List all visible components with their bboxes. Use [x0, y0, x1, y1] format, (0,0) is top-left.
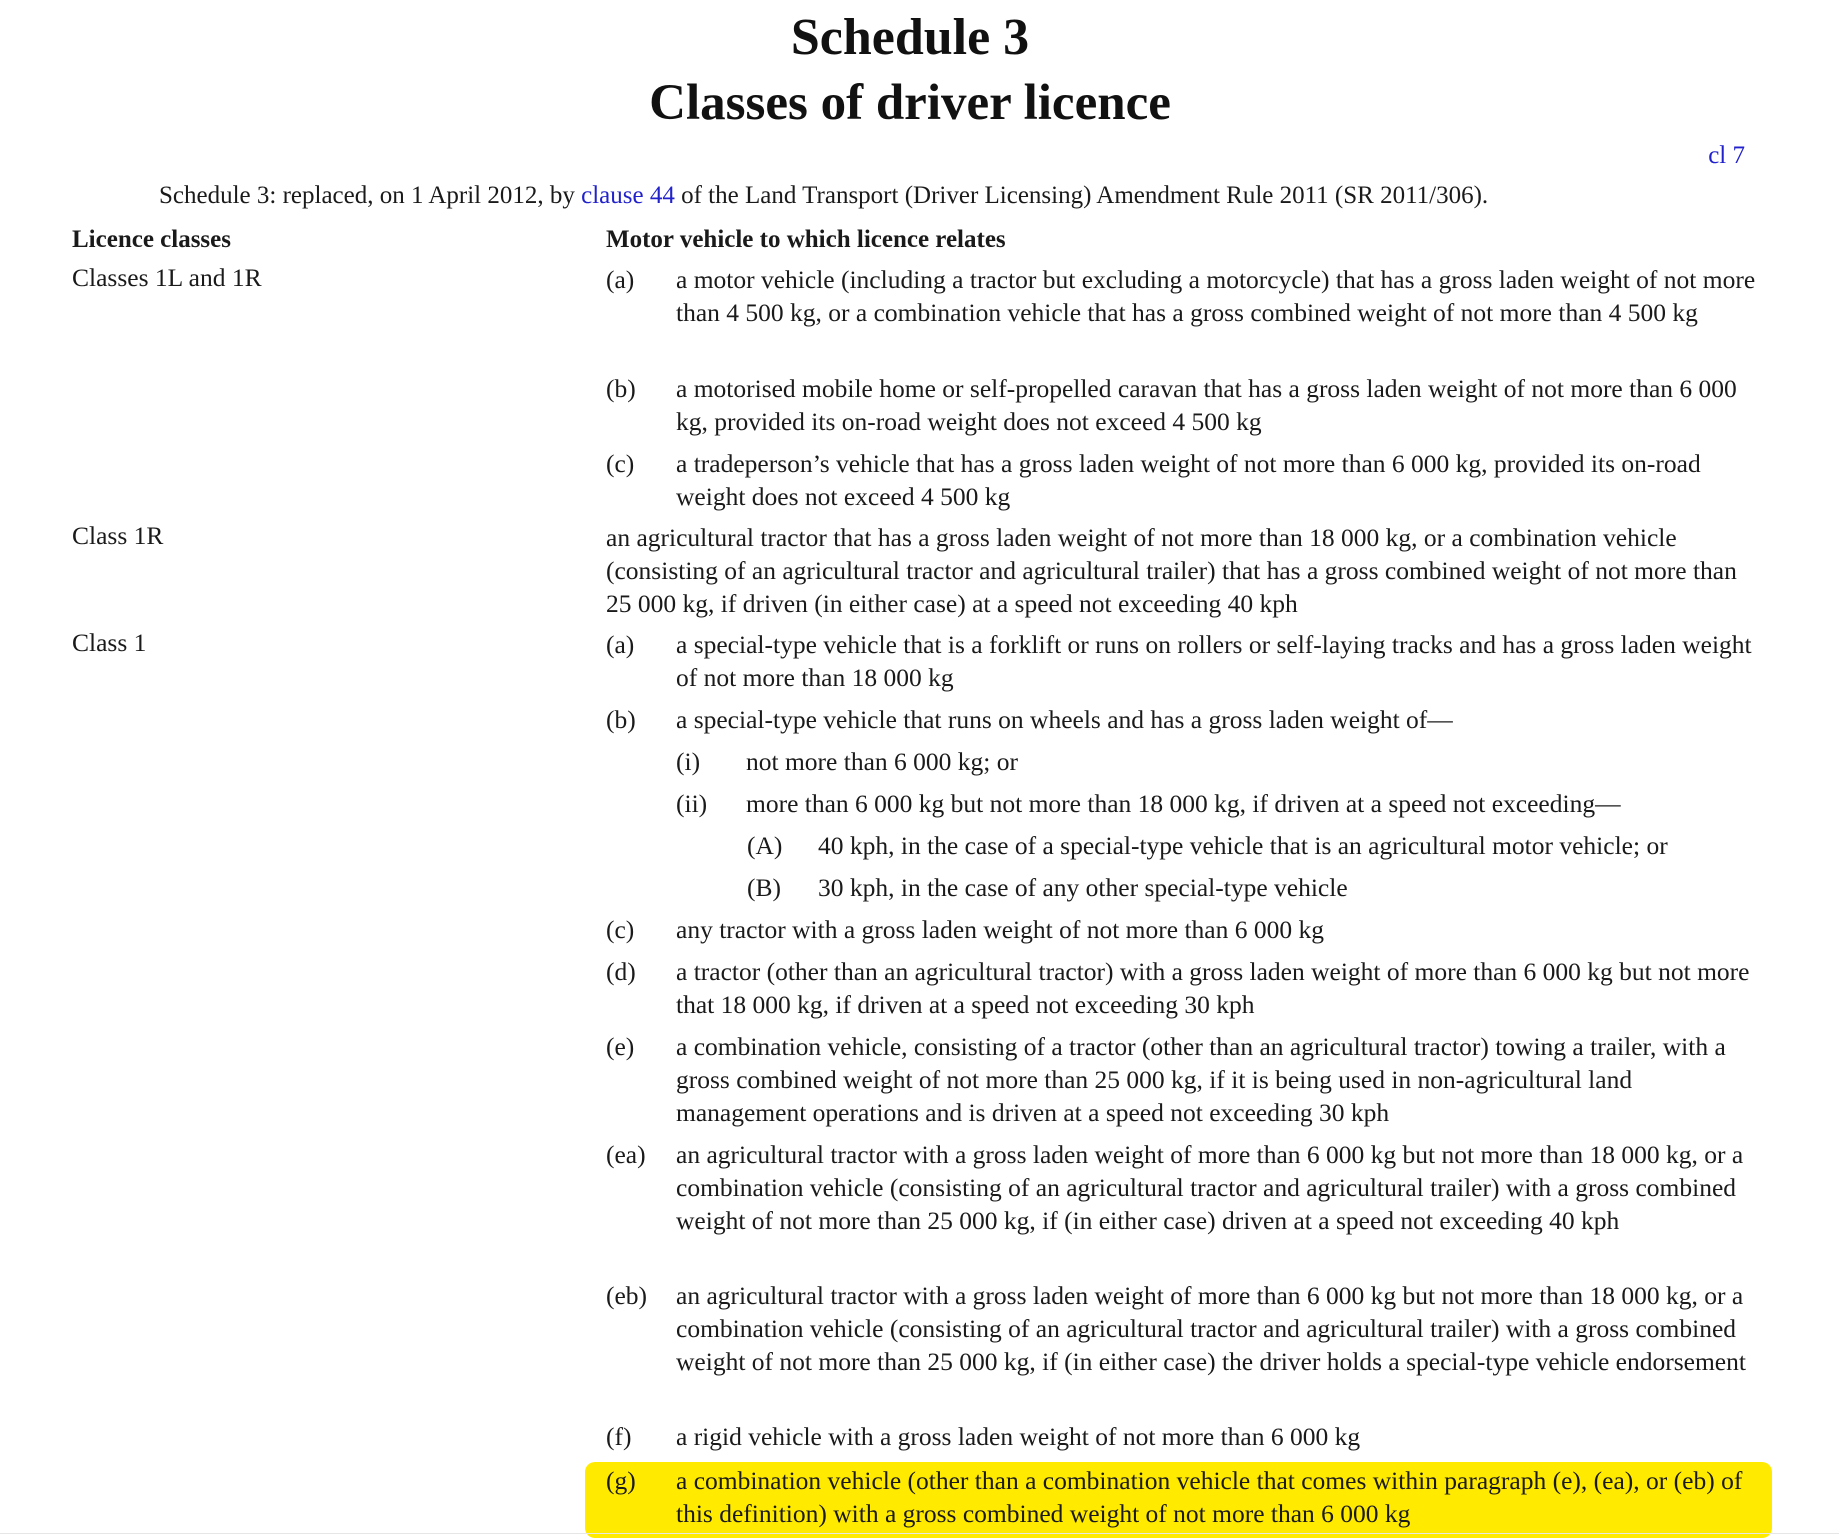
history-note [159, 182, 1488, 210]
item-text: a special-type vehicle that is a forklift or runs on rollers or self-laying tracks and has a gross laden weight of not more than 18 000 kg [676, 630, 1752, 692]
item-label: (g) [606, 1466, 636, 1495]
item-label: (i) [676, 747, 701, 776]
item-label: (c) [606, 915, 635, 944]
list-item [606, 447, 1756, 513]
clause-link[interactable]: clause 44 [581, 182, 675, 209]
class-label-1: Class 1 [72, 628, 147, 657]
item-label: (c) [606, 449, 635, 478]
item-label: (b) [606, 705, 636, 734]
list-item [606, 372, 1756, 438]
cross-reference-link[interactable]: cl 7 [1708, 142, 1745, 169]
item-text: a motor vehicle (including a tractor but excluding a motorcycle) that has a gross laden weight of not more than 4 500 kg, or a combination vehicle that has a gross combined weight of not more than 4 500 kg [676, 265, 1756, 327]
list-item [606, 1138, 1756, 1237]
item-text: more than 6 000 kg but not more than 18 000 kg, if driven at a speed not exceeding— [746, 789, 1621, 818]
item-text: a rigid vehicle with a gross laden weight of not more than 6 000 kg [676, 1422, 1361, 1451]
item-text: a combination vehicle (other than a combination vehicle that comes within paragraph (e), (ea), or (eb) of this definition) with a gross combined weight of not more than 6 000 kg [676, 1466, 1743, 1528]
bottom-divider [0, 1533, 1839, 1534]
list-item [606, 263, 1756, 329]
list-item [676, 745, 1756, 778]
list-item [606, 1279, 1756, 1378]
item-text: 30 kph, in the case of any other special-type vehicle [818, 873, 1348, 902]
item-label: (e) [606, 1032, 635, 1061]
item-label: (a) [606, 630, 635, 659]
history-note-after: of the Land Transport (Driver Licensing) Amendment Rule 2011 (SR 2011/306). [674, 182, 1489, 209]
item-label: (B) [747, 873, 781, 902]
item-text: not more than 6 000 kg; or [746, 747, 1018, 776]
list-item [606, 955, 1756, 1021]
item-label: (ea) [606, 1140, 646, 1169]
class-label-1r: Class 1R [72, 521, 164, 550]
class-label-1l-1r: Classes 1L and 1R [72, 263, 262, 292]
list-item [747, 829, 1756, 862]
class-1r-text: an agricultural tractor that has a gross laden weight of not more than 18 000 kg, or a combination vehicle (consisting of an agricultural tractor and agricultural trailer) that has a gross combined weight of not more than 25 000 kg, if driven (in either case) at a speed not exceeding 40 kph [606, 523, 1737, 618]
list-item [606, 1030, 1756, 1129]
schedule-subtitle: Classes of driver licence [649, 75, 1171, 131]
item-label: (eb) [606, 1281, 648, 1310]
column-header-licence-classes: Licence classes [72, 226, 231, 253]
item-text: an agricultural tractor with a gross laden weight of more than 6 000 kg but not more than 18 000 kg, or a combination vehicle (consisting of an agricultural tractor and agricultural trailer) with a gross combined weight of not more than 25 000 kg, if (in either case) driven at a speed not exceeding 40 kph [676, 1140, 1744, 1235]
item-label: (f) [606, 1422, 632, 1451]
list-item [606, 628, 1756, 694]
list-item [606, 1420, 1756, 1453]
list-item [676, 787, 1756, 820]
item-label: (b) [606, 374, 636, 403]
list-item-highlighted [606, 1464, 1756, 1530]
item-text: a tractor (other than an agricultural tractor) with a gross laden weight of more than 6 000 kg but not more that 18 000 kg, if driven at a speed not exceeding 30 kph [676, 957, 1750, 1019]
history-note-before: Schedule 3: replaced, on 1 April 2012, by [159, 182, 582, 209]
schedule-title: Schedule 3 [790, 9, 1030, 66]
item-text: a special-type vehicle that runs on wheels and has a gross laden weight of— [676, 705, 1453, 734]
item-text: a combination vehicle, consisting of a tractor (other than an agricultural tractor) towing a trailer, with a gross combined weight of not more than 25 000 kg, if it is being used in non-agricultural land management operations and is driven at a speed not exceeding 30 kph [676, 1032, 1726, 1127]
column-header-motor-vehicle: Motor vehicle to which licence relates [606, 226, 1006, 253]
list-item [747, 871, 1756, 904]
item-text: an agricultural tractor with a gross laden weight of more than 6 000 kg but not more than 18 000 kg, or a combination vehicle (consisting of an agricultural tractor and agricultural trailer) with a gross combined weight of not more than 25 000 kg, if (in either case) the driver holds a special-type vehicle endorsement [676, 1281, 1746, 1376]
list-item [606, 913, 1756, 946]
list-item [606, 703, 1756, 736]
item-text: a motorised mobile home or self-propelled caravan that has a gross laden weight of not more than 6 000 kg, provided its on-road weight does not exceed 4 500 kg [676, 374, 1737, 436]
item-text: 40 kph, in the case of a special-type vehicle that is an agricultural motor vehicle; or [818, 831, 1668, 860]
item-text: any tractor with a gross laden weight of not more than 6 000 kg [676, 915, 1324, 944]
item-text: a tradeperson’s vehicle that has a gross laden weight of not more than 6 000 kg, provided its on-road weight does not exceed 4 500 kg [676, 449, 1701, 511]
item-label: (A) [747, 831, 783, 860]
item-label: (d) [606, 957, 636, 986]
item-label: (ii) [676, 789, 708, 818]
item-label: (a) [606, 265, 635, 294]
